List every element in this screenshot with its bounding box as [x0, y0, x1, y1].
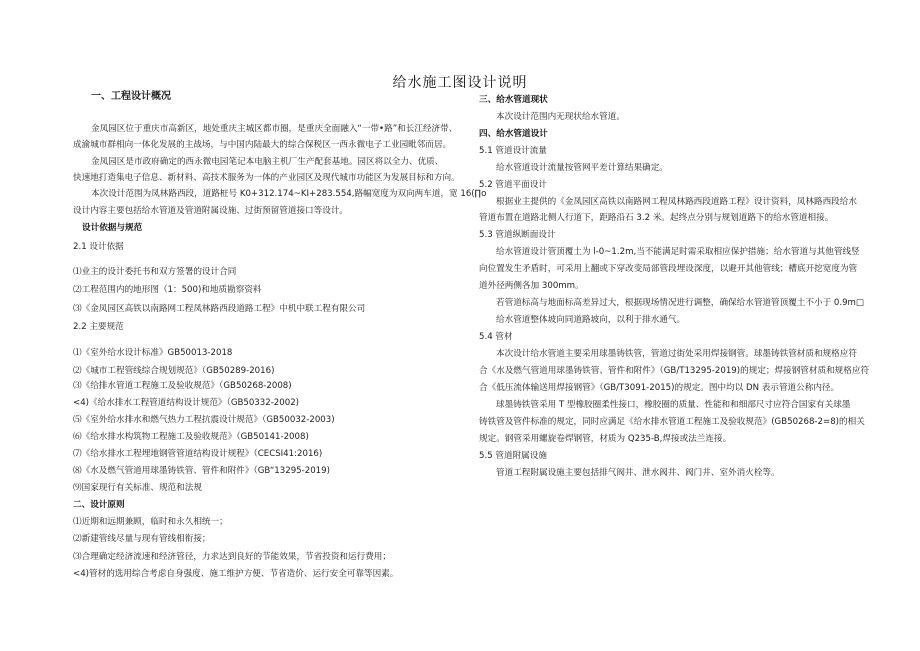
subsection-2-2: 2.2 主要规范	[73, 322, 124, 332]
para-3-line-1: 本次设计范围为凤林路西段，道路桩号 K0+312.174~KI+283.554,路幅宽度为双向两车道，宽 16(∏o	[91, 189, 487, 199]
page-title: 给水施工图设计说明	[392, 75, 528, 91]
subsection-2-1: 2.1 设计依据	[73, 242, 124, 252]
para-2-line-1: 金凤园区是市政府确定的西永微电园笔记本电脑主机厂生产配套基地。园区将以全力、优质、	[91, 157, 444, 167]
subsection-5-4-line-3: 合《低压流体输送用焊接钢管》（GB/T3091-2015)的规定。图中均以 DN 表示管道公称内径。	[479, 383, 840, 393]
subsection-5-4-line-6: 规定。钢管采用螺旋卷焊钢管，材质为 Q235-B,焊接或法兰连接。	[479, 434, 732, 444]
section-2-heading: 二、设计原则	[73, 500, 125, 510]
norm-item-4: <4)《给水排水工程管道结构设计规范》（GB50332-2002)	[73, 398, 300, 408]
subsection-5-3-line-1: 给水管道设计管顶覆土为 l-0~1.2m,当不能满足时需采取相应保护措施；给水管道与其他管线竖	[496, 247, 860, 257]
subsection-5-3-line-5: 给水管道整体坡向同道路坡向，以利于排水通气。	[496, 315, 686, 325]
section-4-heading: 四、给水管道设计	[479, 129, 548, 139]
norm-item-5: ⑸《室外给水排水和燃气热力工程抗震设计规范》（GB50032-2003)	[73, 415, 335, 425]
para-3-line-2: 设计内容主要包括给水管道及管道附属设施、过街预留管道接口等设计。	[73, 206, 349, 216]
principle-item-4: <4)管材的选用综合考虑自身强度、施工维护方便、节省造价、运行安全可靠等因素。	[73, 569, 399, 579]
subsection-5-1: 5.1 管道设计流量	[479, 146, 547, 156]
para-1-line-1: 金凤园区位于重庆市高新区，地处重庆主城区都市圈，是重庆全面融入“一带•路”和长江经济带、	[91, 124, 458, 134]
subsection-5-4-line-2: 合《水及燃气管道用球墨铸铁管、管件和附件》（GB/T13295-2019)的规定；焊接钢管材质和规格应符	[479, 366, 870, 376]
principle-item-3: ⑶合理确定经济流速和经济管径，力求达到良好的节能效果，节省投资和运行费用；	[73, 552, 391, 562]
basis-item-3: ⑶《金凤园区高铁以南路网工程凤林路西段道路工程》中机中联工程有限公司	[73, 304, 366, 314]
basis-item-1: ⑴业主的设计委托书和双方签署的设计合同	[73, 267, 237, 277]
section-1-heading: 一、工程设计概况	[91, 91, 171, 102]
norm-item-9: ⑼国家现行有关标准、规范和法规	[73, 483, 202, 493]
subsection-5-5: 5.5 管道附属设施	[479, 451, 547, 461]
norm-item-6: ⑹《给水排水构筑物工程施工及验收规范》（GB50141-2008)	[73, 432, 309, 442]
basis-item-2: ⑵工程范围内的地形图（1：500)和地质勘察资料	[73, 285, 262, 295]
subsection-5-4-line-5: 铸铁管及管件标准的规定，同时应满足《给水排水管道工程施工及验收规范》(GB50268-2=8)的相关	[479, 417, 865, 427]
norm-item-1: ⑴《室外给水设计标准》GB50013-2018	[73, 348, 233, 358]
subsection-5-3-line-2: 向位置发生矛盾时，可采用上翻或下穿改变局部管段埋设深度，以避开其他管线；槽底开挖宽度为管	[479, 264, 858, 274]
para-2-line-2: 快速地打造集电子信息、新材料、高技术服务为一体的产业园区及现代城市功能区为发展目标和方向。	[73, 173, 460, 183]
subsection-5-4: 5.4 管材	[479, 332, 513, 342]
norm-item-8: ⑻《水及燃气管道用球墨铸铁管、管件和附件》（GB“13295-2019)	[73, 466, 330, 476]
principle-item-1: ⑴近期和远期兼顾，临时和永久相统一；	[73, 517, 228, 527]
subsection-5-2-line-2: 管道布置在道路北侧人行道下，距路沿石 3.2 米。起终点分别与规划道路下的给水管道相接。	[479, 213, 834, 223]
subsection-5-3-line-3: 道外径两侧各加 300mm。	[479, 281, 584, 291]
subsection-5-3: 5.3 管道纵断面设计	[479, 230, 556, 240]
norm-item-3: ⑶《给排水管道工程施工及验收规范》（GB50268-2008)	[73, 381, 292, 391]
norm-item-7: ⑺《给水排水工程埋地钢管管道结构设计规程》（CECSI41:2016)	[73, 449, 323, 459]
subsection-5-1-text: 给水管道设计流量按管网平差计算结果确定。	[496, 163, 668, 173]
subsection-5-3-line-4: 若管道标高与地面标高差异过大，根据现场情况进行调整，确保给水管道管顶覆土不小于 0.9m□	[496, 298, 865, 308]
norm-item-2: ⑵《城市工程管线综合规划规范》（GB50289-2016)	[73, 366, 275, 376]
subsection-5-2: 5.2 管道平面设计	[479, 180, 547, 190]
principle-item-2: ⑵新建管线尽量与现有管线相衔接；	[73, 534, 211, 544]
section-3-heading: 三、给水管道现状	[479, 95, 548, 105]
subsection-5-5-text: 管道工程附属设施主要包括排气阀井、泄水阀井、阀门井、室外消火栓等。	[496, 468, 780, 478]
para-1-line-2: 成渝城市群相向一体化发展的主战场，与中国内陆最大的综合保税区一西永微电子工业园毗邻而居。	[73, 140, 452, 150]
subsection-5-2-line-1: 根据业主提供的《金凤园区高铁以南路网工程凤林路西段道路工程》设计资料，凤林路西段给水	[496, 197, 857, 207]
subsection-5-4-line-4: 球墨铸铁管采用 T 型橡胶圈柔性接口，橡胶圈的质量、性能和和细部尺寸应符合国家有关球墨	[496, 400, 851, 410]
basis-heading: 设计依据与规范	[82, 223, 143, 233]
subsection-5-4-line-1: 本次设计给水管道主要采用球墨铸铁管，管道过街处采用焊接钢管。球墨铸铁管材质和规格应符	[496, 349, 857, 359]
section-3-text: 本次设计范围内无现状给水管道。	[496, 112, 625, 122]
